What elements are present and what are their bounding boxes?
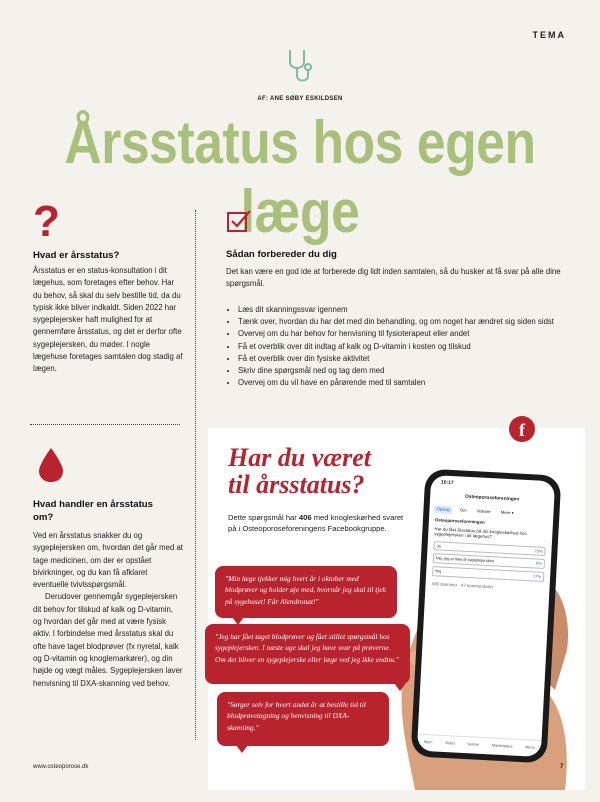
phone-screen — [417, 475, 555, 757]
phone-poster: Osteoporoseforeningen — [434, 517, 485, 525]
phone-post-title: Har du fået årsstatus på din knogleskørhed hos sygeplejersken i dit lægehus? — [434, 525, 527, 540]
list-item: • Læs dit skanningssvar igennem — [238, 304, 583, 316]
section-label: TEMA — [532, 30, 566, 40]
phone-post — [431, 517, 546, 592]
column-divider — [195, 210, 196, 740]
nav-home: Hjem — [423, 740, 433, 745]
phone-post-stats: 406 stemmer · 47 kommentarer — [431, 580, 494, 589]
poll-row: Nej 17% — [432, 566, 544, 581]
list-item: • Overvej om du vil have en pårørende med til samtalen — [238, 377, 583, 389]
what-text: Årsstatus er en status-konsultation i dit lægehus, som foretages efter behov. Har du behov, så skal du selv bestille tid, da du typisk ikke bliver indkaldt. Siden 2022 har sygeplejersker haft mulighed for at gennemføre årsstatus, og det er derfor ofte sygeplejersken, du møder. I nogle lægehuse foretages samtalen dog stadig af lægen. — [33, 266, 183, 374]
phone-time: 10:17 — [440, 479, 454, 487]
list-item: • Få et overblik over dit indtag af kalk og D-vitamin i kosten og tilskud — [238, 341, 583, 353]
quote-bubble-1: "Min læge tjekker mig hvert år i oktober med blodprøver og holder øje med, hvornår jeg skal til tjek på sygehuset! Får Alendronat!" — [215, 566, 397, 618]
quote-bubble-2: "Jeg har fået taget blodprøver og fået stillet spørgsmål hos sygeplejersken. I næste uge skal jeg have svar på prøverne. Om det bliver en sygeplejerske eller læge ved jeg ikke endnu." — [205, 624, 410, 684]
section-divider — [30, 424, 180, 425]
nav-video: Video — [445, 741, 455, 746]
blood-drop-icon — [36, 447, 66, 483]
prep-text: Det kan være en god ide at forberede dig lidt inden samtalen, så du husker at få svar på alle dine spørgsmål. — [226, 267, 561, 289]
phone-tabs — [433, 505, 549, 519]
list-item: • Få et overblik over din fysiske aktivitet — [238, 353, 583, 365]
footer-website: www.osteoporose.dk — [33, 764, 89, 770]
poll-row: Nej, jeg er ikke til sygeplejersken 8% — [433, 554, 545, 569]
handler-text: Ved en årsstatus snakker du og sygeplejersken om, hvordan det går med at tage medicinen, om der er opstået bivirkninger, og du kan få afklaret eventuelle tvivlsspørgsmål. Derudover gennemgår sygeplejersken dit behov for tilskud af kalk og D-vitamin, og hvordan det går med at være fysisk aktiv. I forbindelse med årsstatus skal du ofte have taget blodprøver (fx nyretal, kalk og D-vitamin og knoglemarkører), og din højde og vægt måles. Sygeplejersken laver henvisning til DXA-skanning ved behov. — [33, 531, 183, 688]
facebook-icon: f — [509, 416, 535, 442]
nav-marketplace: Marketplace — [491, 743, 513, 749]
prep-heading: Sådan forbereder du dig — [226, 249, 337, 260]
tab-posts: Opslag — [433, 505, 453, 514]
what-heading: Hvad er årsstatus? — [33, 250, 120, 261]
stethoscope-icon — [282, 48, 316, 88]
tab-more: Mere ▾ — [500, 509, 514, 516]
survey-headline: Har du været til årsstatus? — [228, 443, 371, 499]
handler-heading: Hvad handler en årsstatus om? — [33, 499, 153, 523]
question-mark-icon: ? — [33, 197, 60, 246]
tab-about: Om — [459, 507, 467, 513]
author-byline: AF: ANE SØBY ESKILDSEN — [257, 96, 343, 102]
quote-bubble-3: "Sørger selv for hvert andet år at bestille tid til blodprøvetagning og henvisning til DXA-skanning." — [217, 692, 389, 746]
phone-group-name: Osteoporoseforeningen — [464, 494, 520, 503]
page-number: 7 — [560, 764, 564, 770]
nav-menu: Menu — [525, 745, 535, 750]
survey-intro: Dette spørgsmål har 406 med knogleskørhed svaret på i Osteoporoseforeningens Facebookgruppe. — [228, 513, 404, 534]
list-item: • Skriv dine spørgsmål ned og tag dem med — [238, 365, 583, 377]
list-item: • Tænk over, hvordan du har det med din behandling, og om noget har ændret sig siden sidst — [238, 316, 583, 328]
page-title: Årsstatus hos egen læge — [64, 109, 536, 245]
phone-mockup — [411, 469, 562, 764]
nav-friends: Venner — [467, 742, 480, 748]
list-item: • Overvej om du har behov for henvisning til fysioterapeut eller andet — [238, 328, 583, 340]
phone-nav-bar — [417, 734, 542, 757]
checkbox-icon — [226, 208, 252, 234]
poll-row: Ja 75% — [433, 541, 545, 556]
tab-videos: Videoer — [476, 508, 491, 515]
prep-checklist — [226, 304, 583, 389]
